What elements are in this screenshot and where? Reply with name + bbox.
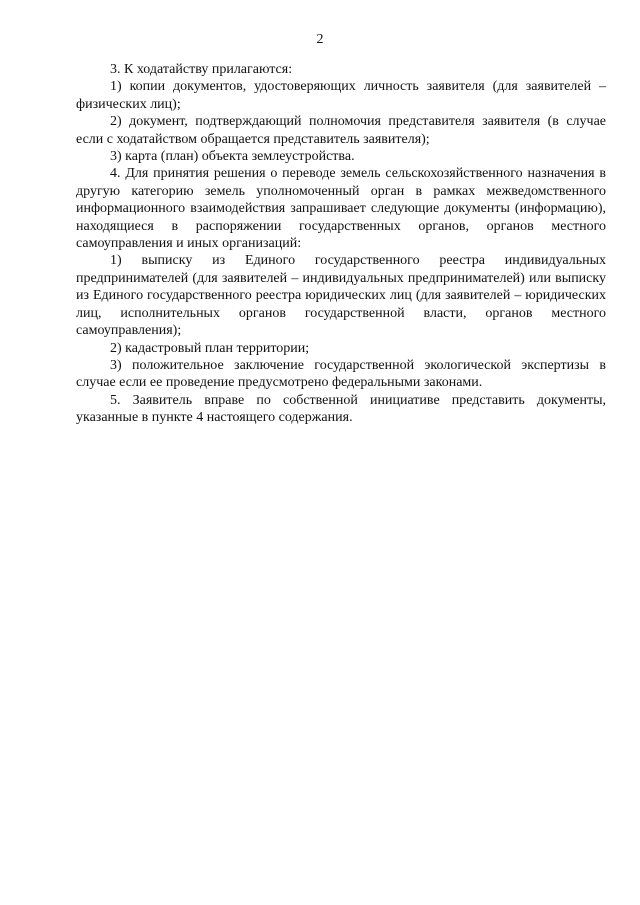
paragraph-3-item-3: 3) карта (план) объекта землеустройства. <box>110 149 355 165</box>
document-body <box>76 61 606 427</box>
paragraph-3-item-2: 2) документ, подтверждающий полномочия представителя заявителя (в случае если с ходатайством обращается представитель заявителя); <box>76 114 606 147</box>
paragraph-4-item-3: 3) положительное заключение государственной экологической экспертизы в случае если ее проведение предусмотрено федеральными законами. <box>76 357 606 391</box>
paragraph-3-item-1: 1) копии документов, удостоверяющих личность заявителя (для заявителей – физических лиц); <box>76 79 606 112</box>
paragraph-4-interagency-request: 4. Для принятия решения о переводе земель сельскохозяйственного назначения в другую категорию земель уполномоченный орган в рамках межведомственного информационного взаимодействия запрашивает следующие документы (информацию), находящиеся в распоряжении государственных органов, органов местного самоуправления и иных организаций: <box>76 166 606 252</box>
paragraph-4-item-1: 1) выписку из Единого государственного реестра индивидуальных предпринимателей (для заявителей – индивидуальных предпринимателей) или выписку из Единого государственного реестра юридических лиц (для заявителей – юридических лиц, исполнительных органов государственной власти, органов местного самоуправления); <box>76 253 606 339</box>
page-number: 2 <box>316 32 324 47</box>
paragraph-4-item-2: 2) кадастровый план территории; <box>110 340 310 356</box>
paragraph-3-attachments-heading: 3. К ходатайству прилагаются: <box>110 62 293 77</box>
paragraph-5-applicant-right: 5. Заявитель вправе по собственной инициативе представить документы, указанные в пункте 4 настоящего содержания. <box>76 392 606 426</box>
